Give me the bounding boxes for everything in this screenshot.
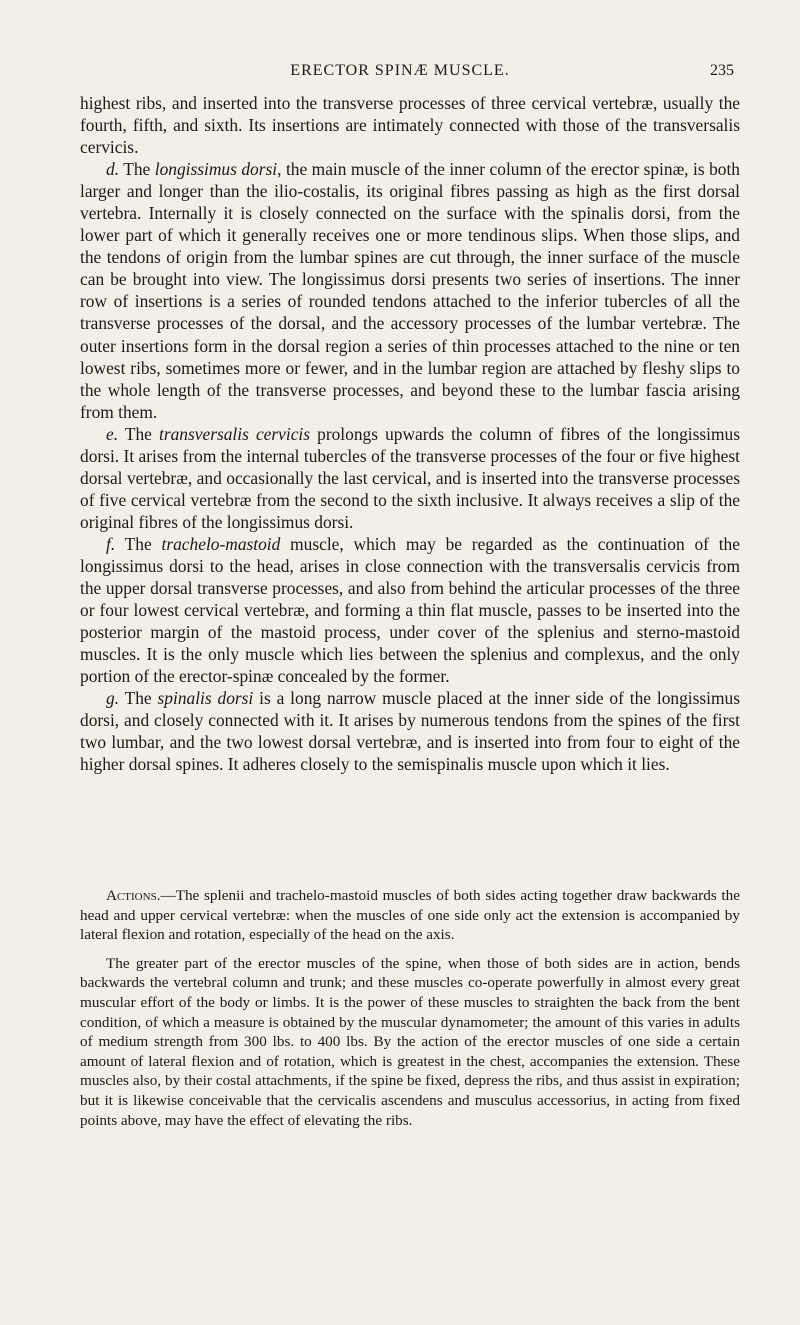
item-marker: d. <box>106 159 120 180</box>
paragraph-longissimus-dorsi <box>80 158 740 423</box>
muscle-name: spinalis dorsi <box>157 688 254 709</box>
article-word: The <box>123 159 151 180</box>
running-header <box>0 58 800 88</box>
article-word: The <box>124 533 152 554</box>
paragraph-spinalis-dorsi <box>80 687 740 775</box>
item-marker: g. <box>106 688 120 709</box>
paragraph-continuation: highest ribs, and inserted into the transverse processes of three cervical vertebræ, usually the fourth, fifth, and sixth. Its insertions are intimately connected with those of the transversalis cervicis. <box>80 93 740 158</box>
article-word: The <box>124 688 152 709</box>
actions-label: Actions. <box>106 887 161 904</box>
running-title: ERECTOR SPINÆ MUSCLE. <box>290 62 510 79</box>
muscle-name: transversalis cervicis <box>159 423 311 444</box>
small-print-section <box>80 886 740 1130</box>
paragraph-transversalis-cervicis <box>80 423 740 533</box>
paragraph-body: , the main muscle of the inner column of the erector spinæ, is both larger and longer than the ilio-costalis, its original fibres passing as high as the first dorsal vertebra. Internally it is closely connected on the surface with the spinalis dorsi, from the lower part of which it generally receives one or more tendinous slips. When those slips, and the tendons of origin from the lumbar spines are cut through, the inner surface of the muscle can be brought into view. The longissimus dorsi presents two series of insertions. The inner row of insertions is a series of rounded tendons attached to the inferior tubercles of all the transverse processes of the dorsal, and the accessory processes of the lumbar vertebræ. The outer insertions form in the dorsal region a series of thin processes attached to the nine or ten lowest ribs, sometimes more or fewer, and in the lumbar region are attached by fleshy slips to the whole length of the transverse processes, and beyond these to the lumbar fascia arising from them. <box>80 159 740 422</box>
item-marker: f. <box>106 533 116 554</box>
actions-text: —The splenii and trachelo-mastoid muscles of both sides acting together draw backwards the head and upper cervical vertebræ: when the muscles of one side only act the extension is accompanied by lateral flexion and rotation, especially of the head on the axis. <box>80 887 740 944</box>
main-text <box>80 92 740 775</box>
muscle-name: trachelo-mastoid <box>161 533 281 554</box>
article-word: The <box>124 423 152 444</box>
paragraph-trachelo-mastoid <box>80 533 740 687</box>
paragraph-body: prolongs upwards the column of fibres of the longissimus dorsi. It arises from the internal tubercles of the transverse processes of the four or five highest dorsal vertebræ, and occasionally the last cervical, and is inserted into the transverse processes of five cervical vertebræ from the second to the sixth inclusive. It always receives a slip of the original fibres of the longissimus dorsi. <box>80 423 740 532</box>
paragraph-body: muscle, which may be regarded as the continuation of the longissimus dorsi to the head, arises in close connection with the transversalis cervicis from the upper dorsal transverse processes, and also from behind the articular processes of the three or four lowest cervical vertebræ, and forming a thin flat muscle, passes to be inserted into the posterior margin of the mastoid process, under cover of the splenius and sterno-mastoid muscles. It is the only muscle which lies between the splenius and complexus, and the only portion of the erector-spinæ concealed by the former. <box>80 533 740 687</box>
item-marker: e. <box>106 423 119 444</box>
page-number: 235 <box>710 62 734 79</box>
muscle-name: longissimus dorsi <box>154 159 278 180</box>
paragraph-body: is a long narrow muscle placed at the inner side of the longissimus dorsi, and closely connected with it. It arises by numerous tendons from the spines of the first two lumbar, and the two lowest dorsal vertebræ, and is inserted into from four to eight of the higher dorsal spines. It adheres closely to the semispinalis muscle upon which it lies. <box>80 688 740 775</box>
erector-action-paragraph: The greater part of the erector muscles of the spine, when those of both sides are in action, bends backwards the vertebral column and trunk; and these muscles co-operate powerfully in almost every great muscular effort of the body or limbs. It is the power of these muscles to straighten the back from the bent condition, of which a measure is obtained by the muscular dynamometer; the amount of this varies in adults of medium strength from 300 lbs. to 400 lbs. By the action of the erector muscles of one side a certain amount of lateral flexion and of rotation, which is greatest in the chest, accompanies the extension. These muscles also, by their costal attachments, if the spine be fixed, depress the ribs, and thus assist in expiration; but it is likewise conceivable that the cervicalis ascendens and musculus accessorius, in acting from fixed points above, may have the effect of elevating the ribs. <box>80 954 740 1129</box>
actions-paragraph <box>80 886 740 945</box>
